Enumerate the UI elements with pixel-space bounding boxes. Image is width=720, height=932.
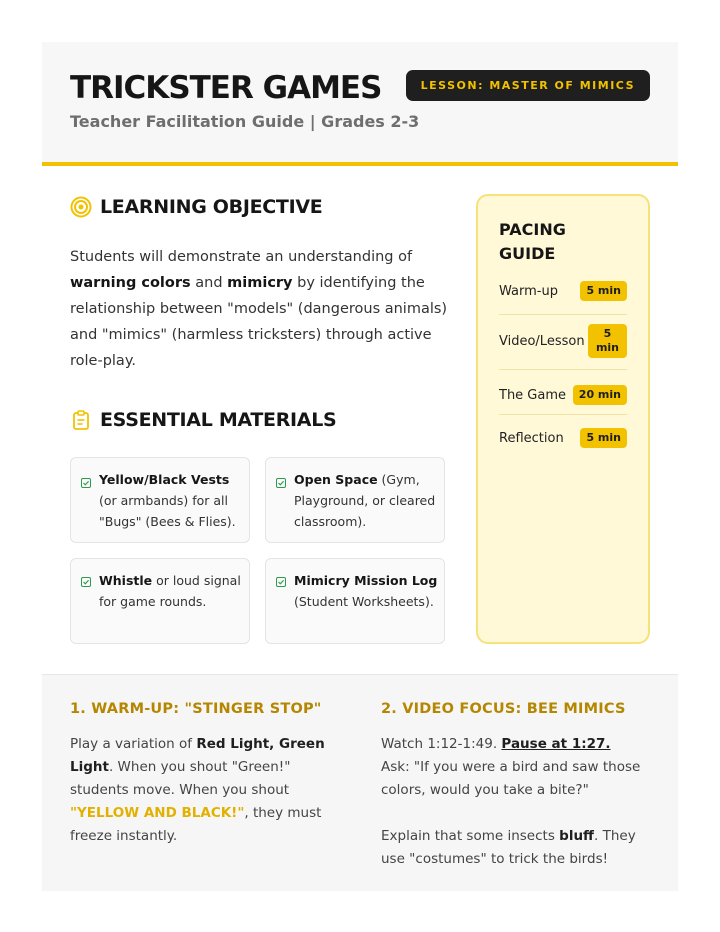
material-text — [99, 570, 245, 612]
objective-bold-term: warning colors — [70, 275, 191, 291]
materials-heading-text: ESSENTIAL MATERIALS — [100, 409, 337, 431]
header — [42, 42, 678, 166]
material-card — [265, 558, 445, 644]
video-text-part: Ask: "If you were a bird and saw those colors, would you take a bite?" — [381, 759, 641, 798]
objective-text — [70, 244, 450, 374]
guide-page — [42, 42, 678, 890]
video-bold-term: bluff — [559, 828, 594, 844]
warmup-text — [70, 733, 332, 848]
material-detail: (or armbands) for all "Bugs" (Bees & Flies). — [99, 493, 236, 529]
pacing-row — [499, 385, 627, 405]
material-name: Yellow/Black Vests — [99, 472, 230, 487]
clipboard-icon — [70, 409, 92, 431]
material-detail: or loud signal for game rounds. — [99, 573, 241, 609]
target-icon — [70, 196, 92, 218]
material-detail: (Student Worksheets). — [294, 594, 434, 609]
video-heading: 2. VIDEO FOCUS: BEE MIMICS — [381, 701, 626, 717]
pacing-label: Video/Lesson — [499, 333, 585, 349]
materials-heading — [70, 409, 336, 431]
checkbox-icon — [276, 478, 286, 488]
page-title: TRICKSTER GAMES — [70, 70, 382, 106]
pacing-time-badge: 5 min — [580, 428, 627, 448]
warmup-freeze-call: "YELLOW AND BLACK!" — [70, 805, 245, 821]
material-card — [70, 457, 250, 543]
video-text-part: . They use "costumes" to trick the birds! — [381, 828, 636, 867]
pacing-time-badge: 5 min — [580, 281, 627, 301]
material-text — [99, 469, 245, 532]
warmup-text-part: , they must freeze instantly. — [70, 805, 322, 844]
pacing-row — [499, 428, 627, 448]
activity-section — [42, 674, 678, 891]
video-pause-point: Pause at 1:27. — [501, 736, 611, 752]
material-card — [265, 457, 445, 543]
pacing-time-badge: 20 min — [573, 385, 627, 405]
page-subtitle: Teacher Facilitation Guide | Grades 2-3 — [70, 112, 420, 131]
checkbox-icon — [81, 577, 91, 587]
pacing-label: Reflection — [499, 430, 564, 446]
material-card — [70, 558, 250, 644]
warmup-heading: 1. WARM-UP: "STINGER STOP" — [70, 701, 322, 717]
checkbox-icon — [276, 577, 286, 587]
warmup-game-name: Red Light, Green Light — [70, 736, 325, 775]
warmup-text-part: . When you shout "Green!" students move. When you shout — [70, 759, 291, 798]
pacing-row — [499, 281, 627, 301]
pacing-guide — [476, 194, 650, 644]
checkbox-icon — [81, 478, 91, 488]
objective-bold-term: mimicry — [227, 275, 293, 291]
material-text — [294, 469, 440, 532]
material-detail: (Gym, Playground, or cleared classroom). — [294, 472, 436, 529]
material-name: Whistle — [99, 573, 153, 588]
objective-heading-text: LEARNING OBJECTIVE — [100, 196, 323, 218]
pacing-time-badge: 5 min — [588, 324, 627, 358]
pacing-label: The Game — [499, 387, 567, 403]
video-text-part: Watch 1:12-1:49. — [381, 736, 502, 752]
pacing-row — [499, 324, 627, 358]
divider — [499, 369, 627, 370]
divider — [499, 314, 627, 315]
material-name: Mimicry Mission Log — [294, 573, 438, 588]
video-text-part: Explain that some insects — [381, 828, 560, 844]
objective-text-part: and — [190, 275, 228, 291]
objective-text-part: Students will demonstrate an understanding of — [70, 249, 413, 265]
lesson-badge: LESSON: MASTER OF MIMICS — [406, 70, 650, 101]
objective-text-part: by identifying the relationship between "models" (dangerous animals) and "mimics" (harmless tricksters) through active role-play. — [70, 275, 448, 369]
objective-heading — [70, 196, 322, 218]
warmup-text-part: Play a variation of — [70, 736, 197, 752]
material-text — [294, 570, 440, 612]
pacing-title: PACING GUIDE — [499, 220, 566, 263]
video-text — [381, 733, 643, 871]
pacing-label: Warm-up — [499, 283, 558, 299]
material-name: Open Space — [294, 472, 378, 487]
divider — [499, 414, 627, 415]
